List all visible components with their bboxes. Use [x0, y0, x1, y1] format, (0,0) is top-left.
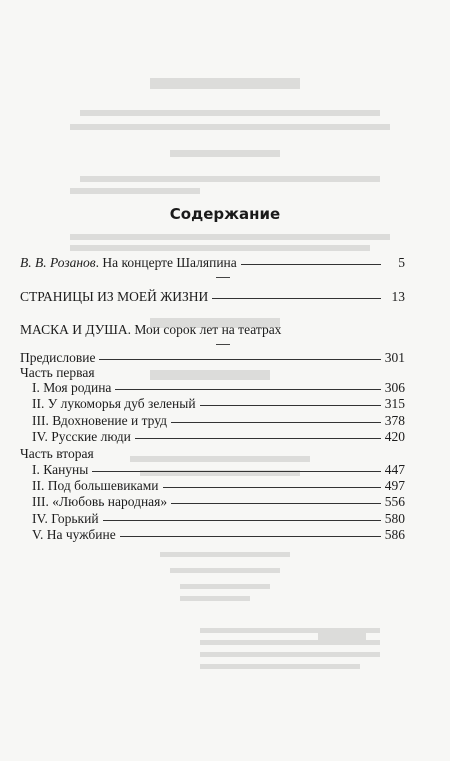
toc-entry-title: III. Вдохновение и труд: [32, 413, 168, 428]
toc-entry: [20, 350, 405, 366]
toc-page-number: 378: [384, 413, 405, 428]
toc-leader: [115, 389, 380, 390]
show-through-block: [70, 234, 390, 240]
show-through-block: [180, 584, 270, 589]
toc-entry: [32, 511, 405, 527]
toc-entry: В. В. Розанов. На концерте Шаляпина 5: [20, 255, 405, 270]
toc-entry-title: V. На чужбине: [32, 527, 116, 542]
show-through-block: [70, 188, 200, 194]
toc-entry-title: На концерте Шаляпина: [102, 255, 237, 270]
toc-entry-title: IV. Русские люди: [32, 429, 131, 444]
toc-entry: [32, 413, 405, 429]
part-title: Часть вторая: [20, 446, 94, 461]
toc-leader: [135, 438, 381, 439]
toc-entry: [32, 380, 405, 396]
show-through-block: [318, 630, 366, 642]
toc-leader: [171, 422, 381, 423]
toc-page-number: 586: [384, 527, 405, 542]
section-divider: [216, 344, 230, 345]
part-title: Часть первая: [20, 365, 95, 380]
toc-entry-title: IV. Горький: [32, 511, 99, 526]
toc-leader: [212, 298, 381, 299]
toc-page-number: 556: [384, 494, 405, 509]
toc-entry-title: Предисловие: [20, 350, 96, 365]
toc-page-number: 447: [384, 462, 405, 477]
show-through-block: [180, 596, 250, 601]
section-title: МАСКА И ДУША. Мои сорок лет на театрах: [20, 322, 282, 337]
toc-page-number: 301: [384, 350, 405, 365]
show-through-block: [80, 176, 380, 182]
toc-leader: [120, 536, 381, 537]
toc-entry-title: СТРАНИЦЫ ИЗ МОЕЙ ЖИЗНИ: [20, 289, 209, 304]
toc-leader: [163, 487, 381, 488]
toc-page-number: 5: [398, 255, 405, 270]
toc-entry: [32, 429, 405, 445]
toc-leader: [171, 503, 381, 504]
show-through-block: [70, 245, 370, 251]
toc-entry-title: II. Под большевиками: [32, 478, 159, 493]
section-divider: [216, 277, 230, 278]
show-through-block: [200, 652, 380, 657]
toc-page-number: 497: [384, 478, 405, 493]
show-through-block: [160, 552, 290, 557]
toc-entry: [20, 289, 405, 305]
toc-page-number: 315: [384, 396, 405, 411]
show-through-block: [150, 370, 270, 380]
toc-leader: [241, 264, 381, 265]
toc-entry: [32, 527, 405, 543]
show-through-block: [150, 78, 300, 89]
toc-page-number: 306: [384, 380, 405, 395]
toc-page-number: 13: [391, 289, 405, 304]
toc-entry-title: II. У лукоморья дуб зеленый: [32, 396, 196, 411]
toc-leader: [103, 520, 381, 521]
toc-entry-title: I. Моя родина: [32, 380, 112, 395]
show-through-block: [170, 568, 280, 573]
toc-entry: [32, 396, 405, 412]
toc-leader: [92, 471, 380, 472]
show-through-block: [80, 110, 380, 116]
toc-entry-title: III. «Любовь народная»: [32, 494, 168, 509]
toc-page-number: 580: [384, 511, 405, 526]
toc-page-number: 420: [384, 429, 405, 444]
toc-entry-author: В. В. Розанов: [20, 255, 96, 270]
show-through-block: [200, 664, 360, 669]
toc-entry: [32, 478, 405, 494]
show-through-block: [170, 150, 280, 157]
toc-entry: [32, 462, 405, 478]
toc-leader: [200, 405, 381, 406]
toc-leader: [99, 359, 380, 360]
page-title: Содержание: [169, 205, 281, 223]
toc-entry-title: I. Кануны: [32, 462, 89, 477]
show-through-block: [70, 124, 390, 130]
toc-entry: [32, 494, 405, 510]
